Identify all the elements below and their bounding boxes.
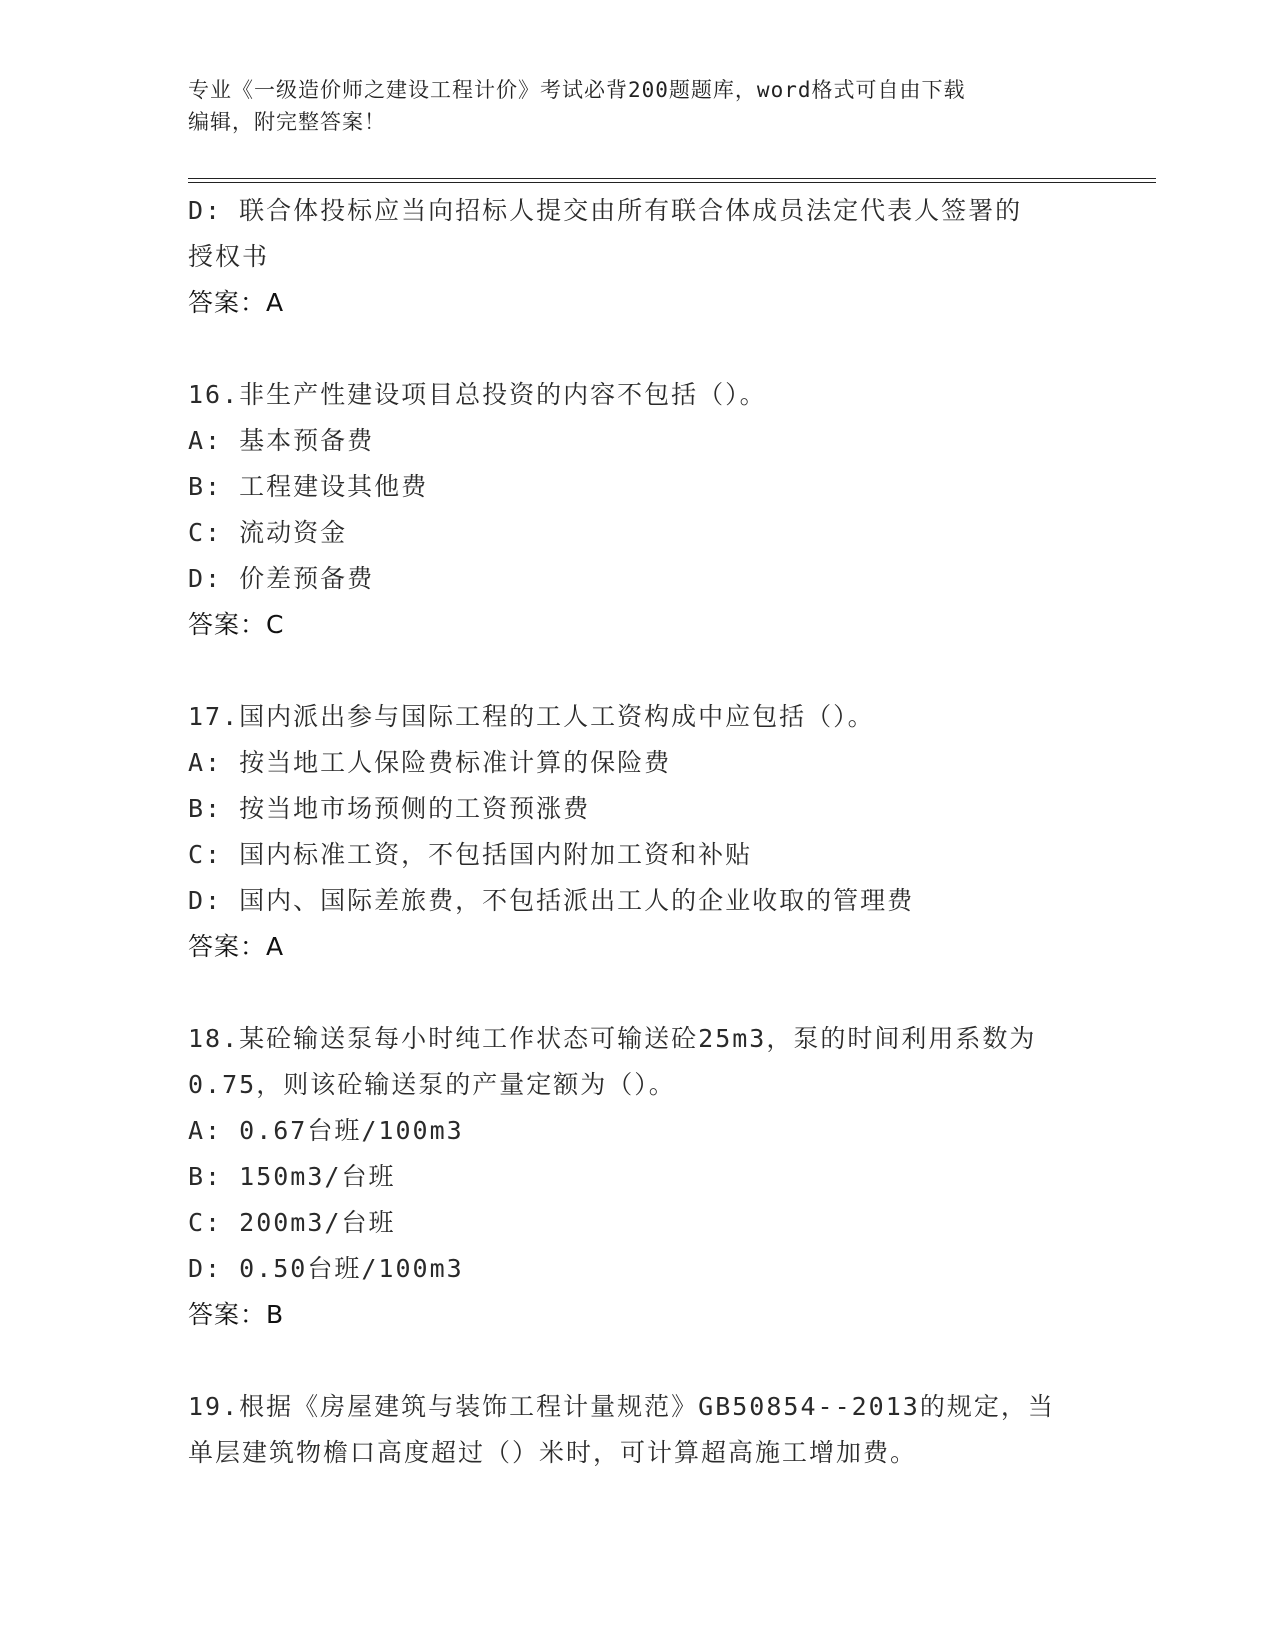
- option-d: D: 国内、国际差旅费，不包括派出工人的企业收取的管理费: [188, 886, 915, 915]
- option-d: D: 价差预备费: [188, 564, 375, 593]
- option-c: C: 流动资金: [188, 518, 348, 547]
- option-d: D: 联合体投标应当向招标人提交由所有联合体成员法定代表人签署的: [188, 196, 1023, 225]
- option-a: A: 0.67台班/100m3: [188, 1116, 464, 1145]
- option-d: D: 0.50台班/100m3: [188, 1254, 464, 1283]
- question-stem: 16.非生产性建设项目总投资的内容不包括（）。: [188, 380, 767, 409]
- header-rule-bottom: [188, 182, 1156, 183]
- option-c: C: 国内标准工资，不包括国内附加工资和补贴: [188, 840, 753, 869]
- question-stem: 18.某砼输送泵每小时纯工作状态可输送砼25m3，泵的时间利用系数为: [188, 1024, 1037, 1053]
- answer-line: 答案：C: [188, 610, 285, 639]
- option-b: B: 按当地市场预侧的工资预涨费: [188, 794, 591, 823]
- answer-line: 答案：A: [188, 932, 285, 961]
- question-17: [188, 694, 1088, 970]
- question-18: [188, 1016, 1088, 1338]
- spacer: [188, 648, 1088, 694]
- document-header: [188, 74, 1088, 138]
- spacer: [188, 1338, 1088, 1384]
- option-d-continued: 授权书: [188, 242, 270, 271]
- spacer: [188, 326, 1088, 372]
- option-c: C: 200m3/台班: [188, 1208, 396, 1237]
- option-b: B: 150m3/台班: [188, 1162, 396, 1191]
- answer-line: 答案：A: [188, 288, 285, 317]
- header-rule-top: [188, 178, 1156, 179]
- question-16: [188, 372, 1088, 648]
- spacer: [188, 970, 1088, 1016]
- question-stem-continued: 单层建筑物檐口高度超过（）米时，可计算超高施工增加费。: [188, 1438, 918, 1467]
- option-b: B: 工程建设其他费: [188, 472, 429, 501]
- answer-line: 答案：B: [188, 1300, 285, 1329]
- option-a: A: 按当地工人保险费标准计算的保险费: [188, 748, 672, 777]
- option-a: A: 基本预备费: [188, 426, 375, 455]
- header-line-1: 专业《一级造价师之建设工程计价》考试必背200题题库，word格式可自由下载: [188, 78, 966, 102]
- question-19: [188, 1384, 1088, 1476]
- question-15-tail: [188, 188, 1088, 326]
- question-stem-continued: 0.75，则该砼输送泵的产量定额为（）。: [188, 1070, 676, 1099]
- question-stem: 19.根据《房屋建筑与装饰工程计量规范》GB50854--2013的规定，当: [188, 1392, 1055, 1421]
- question-list: [188, 188, 1088, 1476]
- header-line-2: 编辑，附完整答案！: [188, 110, 386, 134]
- question-stem: 17.国内派出参与国际工程的工人工资构成中应包括（）。: [188, 702, 875, 731]
